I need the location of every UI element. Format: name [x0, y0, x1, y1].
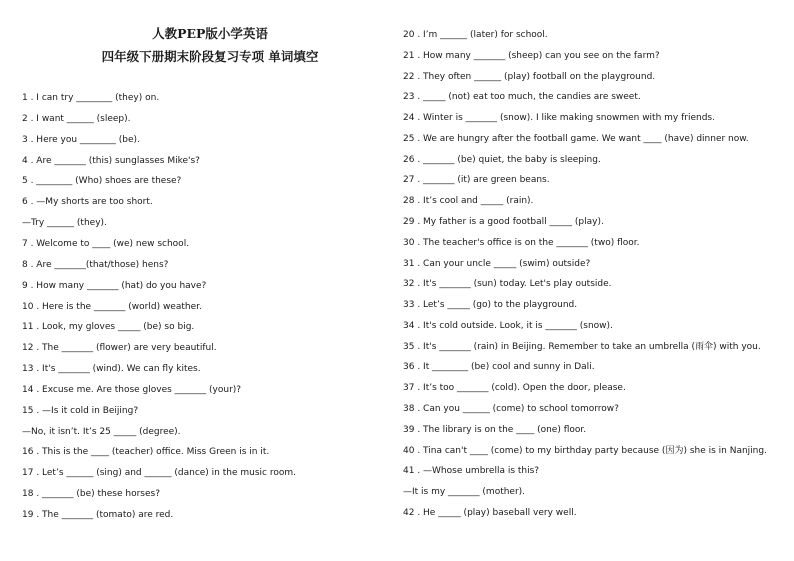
- question-line: 36 . It ________ (be) cool and sunny in Dali.: [403, 362, 595, 373]
- question-line: 37 . It’s too _______ (cold). Open the door, please.: [403, 383, 626, 394]
- question-line: 17 . Let’s ______ (sing) and ______ (dance) in the music room.: [22, 468, 296, 479]
- question-line: 42 . He _____ (play) baseball very well.: [403, 507, 577, 518]
- question-line: 20 . I’m ______ (later) for school.: [403, 30, 548, 40]
- question-line: 1 . I can try ________ (they) on.: [22, 93, 160, 103]
- question-line: 8 . Are _______(that/those) hens?: [22, 259, 169, 270]
- question-line: 21 . How many _______ (sheep) can you see on the farm?: [403, 50, 660, 61]
- question-line: 27 . _______ (it) are green beans.: [403, 175, 550, 186]
- question-line: 34 . It's cold outside. Look, it is _______ (snow).: [403, 320, 613, 331]
- question-line: 9 . How many _______ (hat) do you have?: [22, 280, 207, 291]
- question-line: 35 . It's _______ (rain) in Beijing. Remember to take an umbrella (雨伞) with you.: [403, 341, 761, 352]
- title-line-2: 四年级下册期末阶段复习专项 单词填空: [101, 49, 319, 64]
- question-line: 7 . Welcome to ____ (we) new school.: [22, 238, 190, 249]
- question-line: 15 . —Is it cold in Beijing?: [22, 405, 139, 416]
- question-line: —It is my _______ (mother).: [403, 487, 526, 498]
- question-line: —Try ______ (they).: [22, 218, 107, 229]
- question-line: 28 . It’s cool and _____ (rain).: [403, 196, 534, 207]
- question-line: 38 . Can you ______ (come) to school tomorrow?: [403, 404, 619, 415]
- question-line: 6 . —My shorts are too short.: [22, 197, 153, 208]
- question-line: 10 . Here is the _______ (world) weather.: [22, 301, 202, 312]
- question-line: 32 . It's _______ (sun) today. Let's play outside.: [403, 279, 612, 290]
- question-line: 3 . Here you ________ (be).: [22, 134, 140, 145]
- question-line: 5 . ________ (Who) shoes are these?: [22, 176, 182, 187]
- question-line: —No, it isn’t. It’s 25 _____ (degree).: [22, 426, 181, 437]
- question-line: 23 . _____ (not) eat too much, the candies are sweet.: [403, 92, 641, 103]
- question-line: 11 . Look, my gloves _____ (be) so big.: [22, 322, 195, 333]
- question-line: 14 . Excuse me. Are those gloves _______ (your)?: [22, 384, 242, 395]
- question-line: 26 . _______ (be) quiet, the baby is sleeping.: [403, 154, 601, 165]
- question-line: 33 . Let’s _____ (go) to the playground.: [403, 300, 578, 311]
- question-line: 40 . Tina can't ____ (come) to my birthday party because (因为) she is in Nanjing.: [403, 445, 767, 456]
- question-line: 39 . The library is on the ____ (one) floor.: [403, 424, 587, 435]
- question-line: 16 . This is the ____ (teacher) office. Miss Green is in it.: [22, 447, 270, 458]
- question-line: 4 . Are _______ (this) sunglasses Mike's?: [22, 155, 200, 166]
- question-line: 12 . The _______ (flower) are very beautiful.: [22, 343, 217, 354]
- question-line: 18 . _______ (be) these horses?: [22, 489, 160, 500]
- question-line: 2 . I want ______ (sleep).: [22, 113, 131, 124]
- question-line: 13 . It's _______ (wind). We can fly kites.: [22, 364, 201, 375]
- question-line: 31 . Can your uncle _____ (swim) outside?: [403, 258, 591, 269]
- question-line: 30 . The teacher's office is on the _______ (two) floor.: [403, 237, 640, 248]
- title-line-1: 人教PEP版小学英语: [152, 26, 268, 41]
- question-line: 22 . They often ______ (play) football on the playground.: [403, 71, 656, 82]
- question-line: 19 . The _______ (tomato) are red.: [22, 510, 174, 520]
- question-line: 41 . —Whose umbrella is this?: [403, 466, 540, 477]
- question-line: 29 . My father is a good football _____ (play).: [403, 217, 604, 228]
- question-line: 24 . Winter is _______ (snow). I like making snowmen with my friends.: [403, 113, 715, 124]
- question-line: 25 . We are hungry after the football game. We want ____ (have) dinner now.: [403, 133, 749, 144]
